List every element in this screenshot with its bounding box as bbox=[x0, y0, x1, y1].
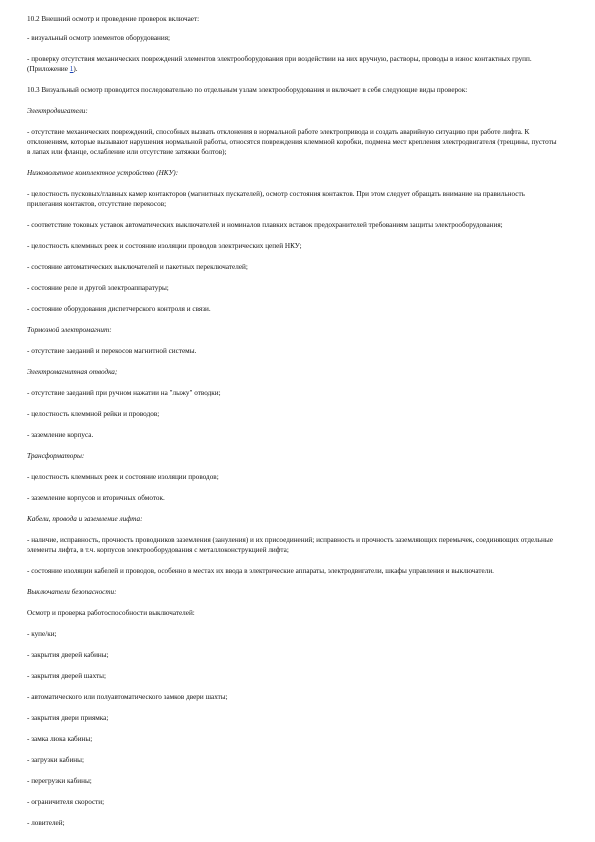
list-item: - состояние оборудования диспетчерского контроля и связи. bbox=[27, 305, 211, 313]
list-item: - перегрузки кабины; bbox=[27, 777, 92, 785]
subheading-transformers: Трансформаторы: bbox=[27, 452, 85, 460]
list-item: - наличие, исправность, прочность проводников заземления (зануления) и их присоединений; исправность и прочность заземляющих перемычек, соединяющих отдельные элементы лифта, в т.ч. корпусов электрооборудования с металлоконструкцией лифта; bbox=[27, 536, 553, 554]
list-item: - закрытия дверей кабины; bbox=[27, 651, 109, 659]
list-item: - целостность клеммных реек и состояние изоляции проводов; bbox=[27, 473, 219, 481]
list-item: - отсутствие заеданий при ручном нажатии на "лыжу" отводки; bbox=[27, 389, 221, 397]
list-item: - состояние реле и другой электроаппаратуры; bbox=[27, 284, 169, 292]
list-item-text-end: ). bbox=[73, 65, 78, 73]
appendix-link[interactable]: 1 bbox=[69, 65, 74, 73]
list-item: - визуальный осмотр элементов оборудования; bbox=[27, 34, 171, 42]
list-item: - заземление корпусов и вторичных обмоток. bbox=[27, 494, 165, 502]
section-10-3-paragraph: 10.3 Визуальный осмотр проводится последовательно по отдельным узлам электрооборудования и включает в себя следующие виды проверок: bbox=[27, 86, 468, 94]
list-item: - ловителей; bbox=[27, 819, 65, 827]
list-item: - отсутствие механических повреждений, способных вызвать отклонения в нормальной работе электропривода и создать аварийную ситуацию при работе лифта. К отклонениям, которые вызывают нарушения нормальной работы, относятся повреждения клеммной коробки, подмена мест крепления электродвигателя (трещины, пустоты в лапах или фланце, ослабление или отсутствие затяжки болтов); bbox=[27, 128, 557, 156]
list-item: - купе/ки; bbox=[27, 630, 57, 638]
list-item: - отсутствие заеданий и перекосов магнитной системы. bbox=[27, 347, 197, 355]
list-item: - состояние изоляции кабелей и проводов, особенно в местах их ввода в электрические аппараты, электродвигатели, шкафы управления и выключатели. bbox=[27, 567, 494, 575]
list-item-text: - проверку отсутствия механических повреждений элементов электрооборудования при воздействии на них вручную, растворы, проводы в износ контактных групп. (Приложение bbox=[27, 55, 532, 73]
list-item: - состояние автоматических выключателей и пакетных переключателей; bbox=[27, 263, 248, 271]
list-item: - целостность клеммной рейки и проводов; bbox=[27, 410, 160, 418]
list-item: - замка люка кабины; bbox=[27, 735, 93, 743]
subheading-motors: Электродвигатели: bbox=[27, 107, 88, 115]
list-item: - заземление корпуса. bbox=[27, 431, 94, 439]
list-item: - целостность клеммных реек и состояние изоляции проводов электрических цепей НКУ; bbox=[27, 242, 302, 250]
list-item: - целостность пусковых/главных камер контакторов (магнитных пускателей), осмотр состояния контактов. При этом следует обращать внимание на правильность прилегания контактов, отсутствие перекосов; bbox=[27, 190, 525, 208]
list-item: - ограничителя скорости; bbox=[27, 798, 105, 806]
subheading-safety-switches: Выключатели безопасности: bbox=[27, 588, 117, 596]
subheading-cables-grounding: Кабели, провода и заземление лифта: bbox=[27, 515, 143, 523]
section-10-2-heading: 10.2 Внешний осмотр и проведение проверок включает: bbox=[27, 15, 200, 23]
list-item: - загрузки кабины; bbox=[27, 756, 84, 764]
subheading-electromagnetic-retractor: Электромагнитная отводка; bbox=[27, 368, 118, 376]
subheading-nku: Низковольтное комплектное устройство (НКУ): bbox=[27, 169, 179, 177]
subheading-brake-magnet: Тормозной электромагнит: bbox=[27, 326, 112, 334]
list-item: - автоматического или полуавтоматического замков двери шахты; bbox=[27, 693, 228, 701]
list-item bbox=[27, 54, 557, 74]
list-item: - соответствие токовых уставок автоматических выключателей и номиналов плавких вставок предохранителей требованиям защиты электрооборудования; bbox=[27, 221, 503, 229]
list-item: - закрытия двери приямка; bbox=[27, 714, 109, 722]
list-item: - закрытия дверей шахты; bbox=[27, 672, 106, 680]
paragraph: Осмотр и проверка работоспособности выключателей: bbox=[27, 609, 195, 617]
